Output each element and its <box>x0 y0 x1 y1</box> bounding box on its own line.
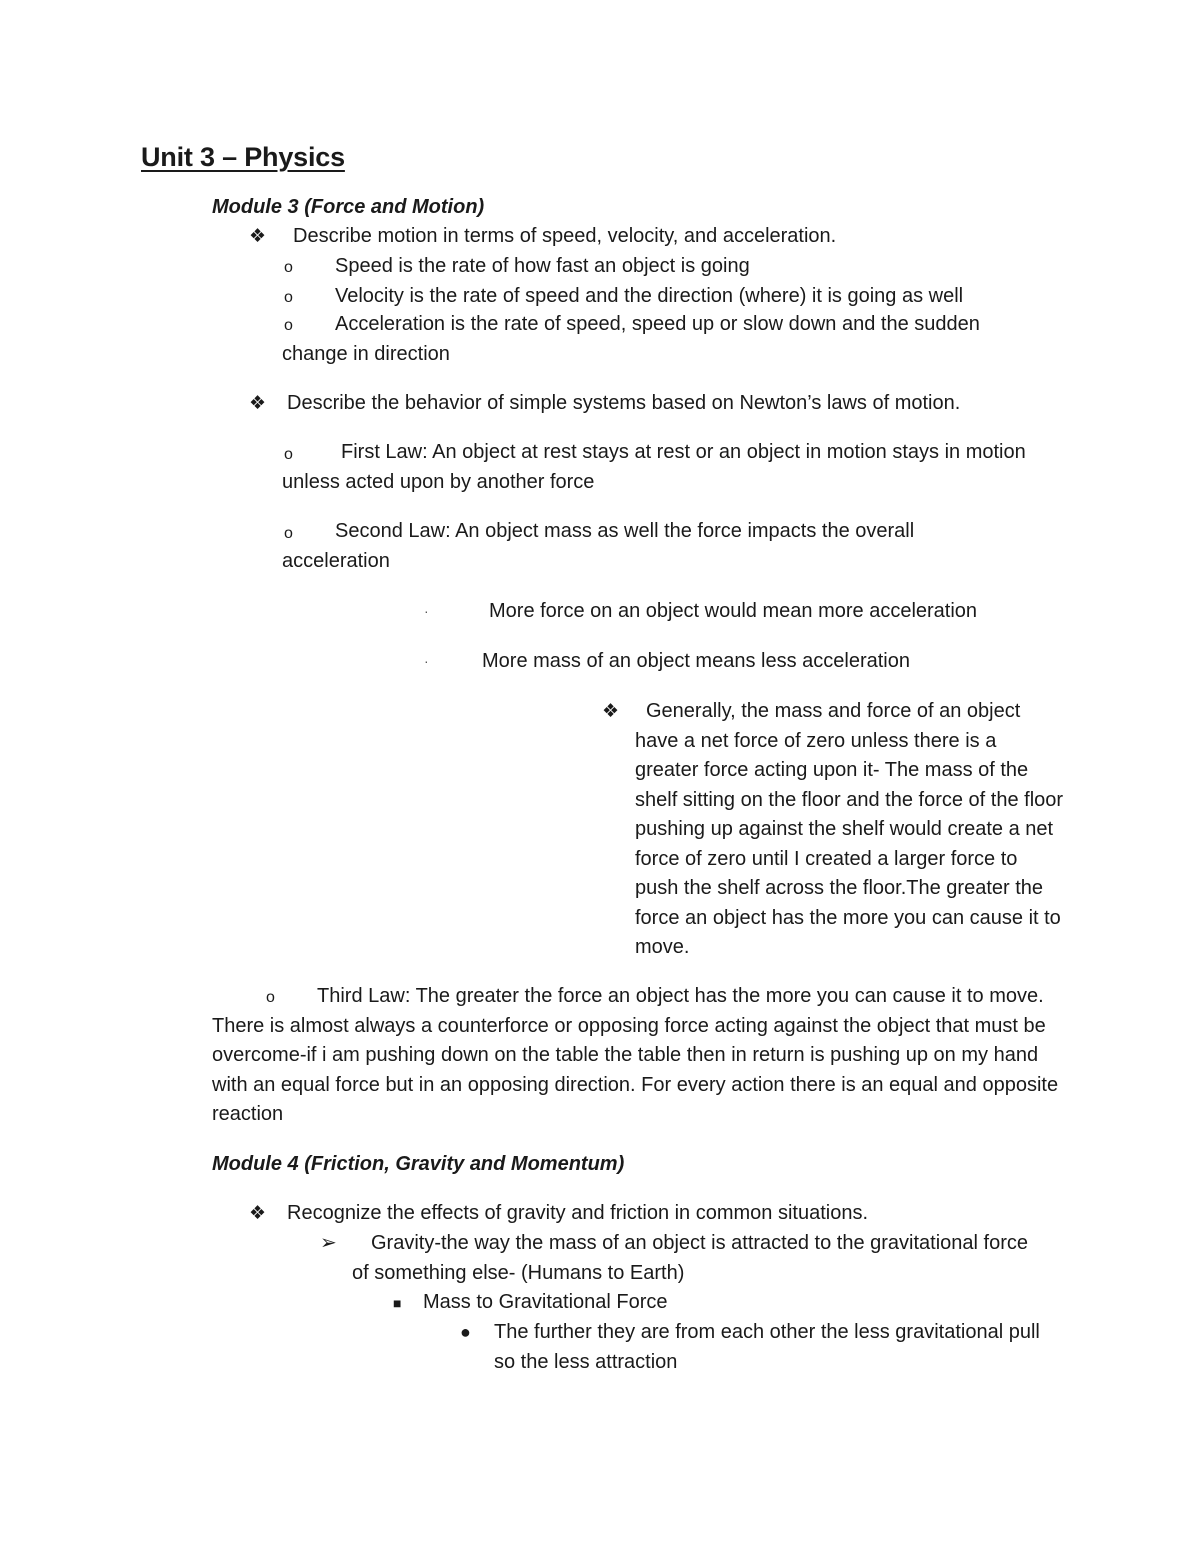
mass-to-gravitational-force: Mass to Gravitational Force <box>423 1291 668 1313</box>
circle-bullet-icon: o <box>284 289 293 306</box>
circle-bullet-icon: o <box>284 259 293 276</box>
dot-bullet-icon: · <box>424 603 429 619</box>
round-bullet-icon: ● <box>460 1322 471 1342</box>
module-3-heading: Module 3 (Force and Motion) <box>212 196 485 218</box>
dot-bullet-icon: · <box>424 653 429 669</box>
circle-bullet-icon: o <box>266 989 275 1006</box>
circle-bullet-icon: o <box>284 446 293 463</box>
diamond-bullet-icon: ❖ <box>602 701 620 722</box>
distance-gravity-note: The further they are from each other the less gravitational pull so the less attraction <box>494 1321 1040 1373</box>
objective-motion: Describe motion in terms of speed, velocity, and acceleration. <box>293 225 837 247</box>
velocity-definition: Velocity is the rate of speed and the direction (where) it is going as well <box>335 285 964 307</box>
diamond-bullet-icon: ❖ <box>249 393 267 414</box>
circle-bullet-icon: o <box>284 525 293 542</box>
acceleration-definition: Acceleration is the rate of speed, speed up or slow down and the sudden change in direction <box>282 313 980 365</box>
net-force-explanation: Generally, the mass and force of an object have a net force of zero unless there is a greater force acting upon it- The mass of the shelf sitting on the floor and the force of the floor pushing up against the shelf would create a net force of zero until I created a larger force to push the shelf across the floor.The greater the force an object has the more you can cause it to move. <box>635 700 1064 958</box>
third-law: Third Law: The greater the force an object has the more you can cause it to move. There is almost always a counterforce or opposing force acting against the object that must be overcome-if i am pushing down on the table the table then in return is pushing up on my hand with an equal force but in an opposing direction. For every action there is an equal and opposite reaction <box>212 985 1059 1125</box>
objective-gravity-friction: Recognize the effects of gravity and friction in common situations. <box>287 1202 869 1224</box>
module-4-heading: Module 4 (Friction, Gravity and Momentum) <box>212 1153 625 1175</box>
page-title: Unit 3 – Physics <box>141 142 345 172</box>
arrow-bullet-icon: ➢ <box>320 1232 337 1254</box>
more-mass-note: More mass of an object means less acceleration <box>482 650 910 672</box>
first-law: First Law: An object at rest stays at rest or an object in motion stays in motion unless acted upon by another force <box>282 441 1026 493</box>
square-bullet-icon: ■ <box>393 1295 402 1311</box>
gravity-definition: Gravity-the way the mass of an object is attracted to the gravitational force of something else- (Humans to Earth) <box>352 1232 1028 1284</box>
speed-definition: Speed is the rate of how fast an object is going <box>335 255 750 277</box>
second-law: Second Law: An object mass as well the force impacts the overall acceleration <box>282 520 915 572</box>
circle-bullet-icon: o <box>284 317 293 334</box>
diamond-bullet-icon: ❖ <box>249 1203 267 1224</box>
more-force-note: More force on an object would mean more acceleration <box>489 600 978 622</box>
objective-newton-laws: Describe the behavior of simple systems based on Newton’s laws of motion. <box>287 392 961 414</box>
diamond-bullet-icon: ❖ <box>249 226 267 247</box>
